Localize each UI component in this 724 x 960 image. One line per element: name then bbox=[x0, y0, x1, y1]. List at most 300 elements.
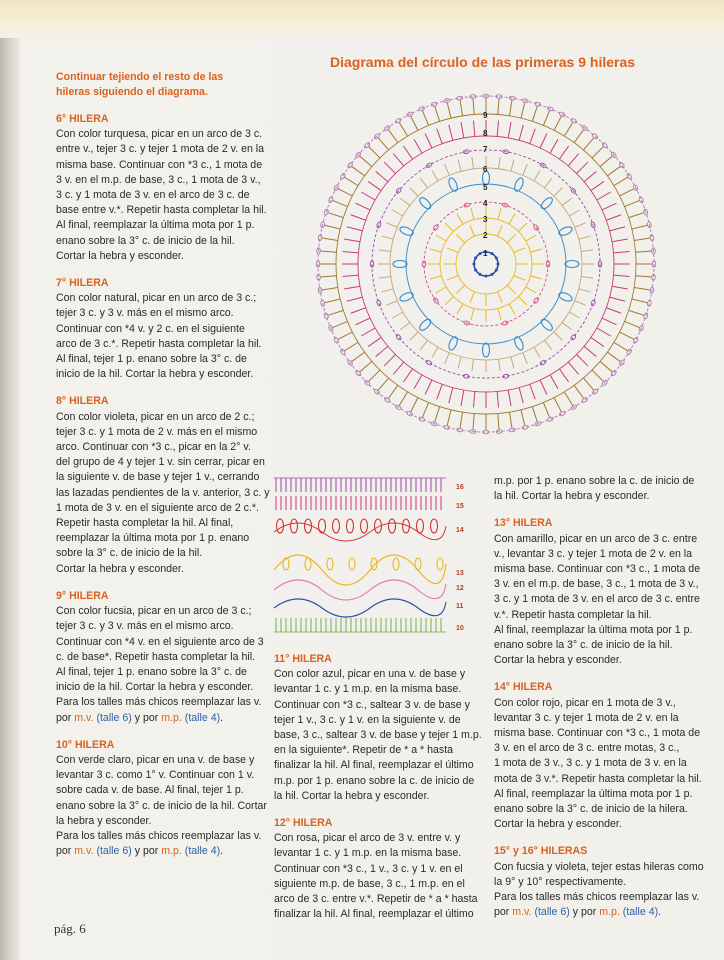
stitch-mark bbox=[321, 276, 337, 277]
stitch-mark bbox=[540, 380, 547, 395]
row14-cluster bbox=[431, 519, 438, 533]
stitch-mark bbox=[592, 147, 603, 158]
stitch-mark bbox=[614, 342, 628, 350]
stitch-mark bbox=[511, 357, 514, 369]
stitch-mark bbox=[420, 178, 427, 188]
stitch-mark bbox=[376, 171, 388, 181]
stitch-mark bbox=[497, 392, 498, 408]
stitch-mark bbox=[579, 289, 591, 292]
stitch-mark bbox=[382, 289, 394, 292]
row-13-text: Con amarillo, picar en un arco de 3 c. entre v., levantar 3 c. y tejer 1 mota de 2 v. en la misma base. Continuar con *3 c., 1 mota de 3 v. en el m.p. de base, 3 c., 1 mota de 3 v., 3 c. y 1 mota de 3 v. en el arco de 3 c. entre v.*. Repetir hasta completar la hil. Al final, reemplazar la última mota por 1 p. enano sobre la 3° c. de inicio de la hil. Cortar la hebra y esconder. bbox=[494, 532, 701, 667]
stitch-mark bbox=[614, 251, 630, 252]
stitch-mark bbox=[343, 251, 359, 252]
stitch-mark bbox=[447, 275, 458, 280]
stitch-dot bbox=[474, 269, 477, 272]
stitch-mark bbox=[360, 361, 372, 371]
stitch-mark bbox=[400, 322, 410, 329]
stitch-mark bbox=[526, 287, 536, 293]
stitch-mark bbox=[392, 312, 402, 318]
cluster-mark bbox=[558, 225, 574, 237]
stitch-mark bbox=[368, 337, 381, 346]
stitch-mark bbox=[437, 129, 442, 144]
left-column bbox=[56, 112, 296, 859]
circle-label-7: 7 bbox=[483, 145, 488, 154]
chain-mark bbox=[619, 162, 625, 169]
stitch-mark bbox=[333, 200, 348, 206]
stitch-mark bbox=[386, 223, 397, 228]
stitch-mark bbox=[519, 223, 527, 231]
chain-mark bbox=[540, 360, 547, 366]
stitch-mark bbox=[534, 347, 540, 357]
stitch-dot bbox=[495, 257, 498, 260]
stitch-mark bbox=[597, 328, 611, 336]
ring-2 bbox=[456, 234, 516, 294]
stitch-mark bbox=[422, 403, 428, 418]
stitch-mark bbox=[472, 359, 474, 371]
page-number: pág. 6 bbox=[54, 921, 86, 936]
stitch-mark bbox=[470, 225, 475, 236]
stitch-mark bbox=[606, 215, 621, 220]
stitch-mark bbox=[497, 225, 502, 236]
stitch-mark bbox=[445, 164, 450, 175]
chain-mark bbox=[340, 173, 346, 180]
stitch-mark bbox=[554, 332, 562, 340]
stitch-mark bbox=[471, 208, 474, 220]
chain-mark bbox=[559, 411, 566, 417]
stitch-mark bbox=[530, 276, 542, 279]
stitch-mark bbox=[414, 139, 422, 153]
row-label-14: 14 bbox=[456, 527, 464, 534]
stitch-mark bbox=[577, 162, 588, 173]
stitch-mark bbox=[322, 238, 338, 241]
stitch-mark bbox=[344, 286, 360, 289]
stitch-mark bbox=[458, 357, 461, 369]
stitch-mark bbox=[333, 321, 348, 327]
chain-mark bbox=[328, 196, 334, 203]
chain-mark bbox=[633, 337, 639, 344]
stitch-mark bbox=[457, 304, 463, 314]
stitch-mark bbox=[361, 328, 375, 336]
stitch-dot bbox=[473, 263, 476, 266]
stitch-mark bbox=[343, 275, 359, 276]
stitch-mark bbox=[449, 125, 453, 140]
stitch-mark bbox=[393, 362, 403, 374]
stitch-mark bbox=[425, 133, 432, 148]
stitch-mark bbox=[507, 234, 515, 242]
stitch-mark bbox=[471, 308, 474, 320]
stitch-mark bbox=[544, 178, 551, 188]
stitch-mark bbox=[425, 380, 432, 395]
chain-mark bbox=[395, 334, 402, 341]
stitch-mark bbox=[392, 210, 402, 216]
stitch-mark bbox=[368, 181, 381, 190]
chain-mark bbox=[533, 297, 539, 304]
right-column bbox=[494, 474, 709, 920]
stitch-mark bbox=[399, 392, 407, 406]
stitch-mark bbox=[369, 147, 380, 158]
stitch-dot bbox=[497, 263, 500, 266]
chain-mark bbox=[431, 102, 438, 107]
stitch-mark bbox=[543, 403, 549, 418]
stitch-mark bbox=[344, 239, 360, 242]
stitch-mark bbox=[499, 157, 501, 169]
chain-mark bbox=[647, 300, 652, 307]
row-14-text: Con color rojo, picar en 1 mota de 3 v., levantar 3 c. y tejer 1 mota de 2 v. en la misma base. Continuar con *3 c., 1 mota de 3 v. en el arco de 3 c. entre motas, 3 c., 1 mota de 3 v., 3 c. y 1 mota de 3 v. en la mota de 3 v.*. Repetir hasta completar la hil. Al final, reemplazar la última mota por 1 p. enano sobre la 3° c. de inicio de la hilera. Cortar la hebra y esconder. bbox=[494, 696, 702, 831]
stitch-mark bbox=[458, 160, 461, 172]
stitch-mark bbox=[436, 235, 446, 241]
stitch-mark bbox=[629, 310, 644, 315]
stitch-mark bbox=[360, 156, 372, 166]
stitch-mark bbox=[399, 122, 407, 136]
row13-cluster bbox=[305, 558, 311, 570]
stitch-mark bbox=[583, 138, 593, 150]
row14-cluster bbox=[417, 519, 424, 533]
stitch-mark bbox=[447, 410, 451, 426]
row-15-16-text: Con fucsia y violeta, tejer estas hileras como la 9° y 10° respectivamente. Para los talles más chicos reemplazar las v. por m.v. (talle 6) y por m.p. (talle 4). bbox=[494, 860, 709, 921]
stitch-mark bbox=[457, 214, 463, 224]
stitch-dot bbox=[495, 269, 498, 272]
stitch-mark bbox=[591, 337, 604, 346]
row-7-title: 7° HILERA bbox=[56, 277, 109, 290]
stitch-mark bbox=[456, 234, 464, 242]
stitch-mark bbox=[607, 166, 620, 175]
stitch-mark bbox=[338, 189, 352, 196]
stitch-mark bbox=[460, 412, 463, 428]
circle-label-9: 9 bbox=[483, 111, 488, 120]
stitch-mark bbox=[410, 332, 418, 340]
stitch-mark bbox=[461, 122, 464, 138]
stitch-mark bbox=[540, 133, 547, 148]
stitch-mark bbox=[526, 235, 536, 241]
row-6-title: 6° HILERA bbox=[56, 113, 109, 125]
stitch-mark bbox=[530, 384, 535, 399]
circle-label-1: 1 bbox=[483, 249, 488, 258]
stitch-mark bbox=[498, 99, 499, 115]
stitch-mark bbox=[472, 157, 474, 169]
chain-mark bbox=[347, 162, 353, 169]
cluster-mark bbox=[399, 291, 415, 303]
row14-cluster bbox=[333, 519, 340, 533]
stitch-mark bbox=[497, 292, 502, 303]
stitch-mark bbox=[393, 154, 403, 166]
stitch-mark bbox=[523, 353, 528, 364]
row14-cluster bbox=[277, 519, 284, 533]
top-band bbox=[0, 0, 724, 38]
row-14-title: 14° HILERA bbox=[494, 681, 553, 694]
ring-8 bbox=[358, 136, 614, 392]
circle-label-5: 5 bbox=[483, 183, 488, 192]
stitch-mark bbox=[610, 297, 625, 301]
stitch-mark bbox=[352, 166, 365, 175]
stitch-mark bbox=[338, 332, 352, 339]
stitch-mark bbox=[351, 308, 366, 313]
stitch-dot bbox=[479, 252, 482, 255]
stitch-mark bbox=[591, 181, 604, 190]
stitch-mark bbox=[559, 369, 568, 382]
row-label-12: 12 bbox=[456, 585, 464, 592]
row-label-11: 11 bbox=[456, 603, 464, 610]
cluster-mark bbox=[513, 177, 525, 193]
stitch-mark bbox=[378, 378, 388, 390]
row-10-text: Con verde claro, picar en una v. de base y levantar 3 c. como 1° v. Continuar con 1 v. sobre cada v. de base. Al final, tejer 1 p. enano sobre la 3° c. de inicio de la hil. Cortar la hebra y esconder. Para los talles más chicos reemplazar las v. por m.v. (talle 6) y por m.p. (talle 4). bbox=[56, 753, 296, 859]
row13-cluster bbox=[283, 558, 289, 570]
stitch-mark bbox=[351, 215, 366, 220]
size-note: por m.v. (talle 6) y por m.p. (talle 4). bbox=[56, 711, 224, 724]
stitch-mark bbox=[620, 189, 634, 196]
stitch-mark bbox=[532, 106, 537, 121]
row-label-16: 16 bbox=[456, 484, 464, 491]
stitch-mark bbox=[575, 301, 586, 306]
stitch-mark bbox=[602, 318, 617, 325]
stitch-mark bbox=[498, 308, 501, 320]
row-7-text: Con color natural, picar en un arco de 3 c.; tejer 3 c. y 3 v. más en el mismo arco. Continuar con *4 v. y 2 c. en el siguiente arco de 3 c.*. Repetir hasta completar la hil. Al final, tejer 1 p. enano sobre la 3° c. de inicio de la hil. Cortar la hebra y esconder. bbox=[56, 292, 262, 381]
cluster-mark bbox=[447, 177, 459, 193]
stitch-mark bbox=[352, 352, 365, 361]
cluster-mark bbox=[558, 291, 574, 303]
stitch-mark bbox=[530, 129, 535, 144]
chain-mark bbox=[535, 102, 542, 107]
stitch-mark bbox=[620, 332, 634, 339]
rows-diagram bbox=[268, 474, 448, 644]
intro-text: Continuar tejiendo el resto de las hileras siguiendo el diagrama. bbox=[56, 71, 224, 98]
chain-mark bbox=[443, 425, 450, 430]
stitch-mark bbox=[437, 384, 442, 399]
cluster-mark bbox=[483, 343, 490, 357]
stitch-mark bbox=[411, 116, 418, 130]
row12-chain bbox=[274, 580, 446, 600]
stitch-mark bbox=[625, 200, 640, 206]
stitch-mark bbox=[347, 227, 362, 231]
stitch-mark bbox=[629, 213, 644, 218]
chain-mark bbox=[376, 300, 381, 307]
stitch-mark bbox=[612, 239, 628, 242]
stitch-mark bbox=[583, 378, 593, 390]
stitch-mark bbox=[508, 390, 511, 406]
stitch-mark bbox=[632, 225, 648, 229]
stitch-mark bbox=[386, 301, 397, 306]
row-12-text: Con rosa, picar el arco de 3 v. entre v. y levantar 1 c. y 1 m.p. en la misma base. Continuar con *3 c., 1 v., 3 c. y 1 v. en el siguiente m.p. de base, 3 c., 1 m.p. en el arco de 3 c. entre v.*. Repetir de * a * hasta finalizar la hil. Al final, reemplazar el último bbox=[274, 832, 478, 921]
circle-diagram bbox=[308, 78, 668, 448]
stitch-mark bbox=[592, 370, 603, 381]
stitch-mark bbox=[388, 130, 397, 143]
stitch-mark bbox=[550, 375, 558, 389]
stitch-dot bbox=[491, 273, 494, 276]
stitch-mark bbox=[509, 100, 512, 116]
stitch-mark bbox=[554, 116, 561, 130]
circle-label-2: 2 bbox=[483, 231, 488, 240]
stitch-mark bbox=[581, 277, 593, 279]
stitch-mark bbox=[636, 251, 652, 252]
row-label-10: 10 bbox=[456, 625, 464, 632]
stitch-mark bbox=[473, 414, 474, 430]
stitch-mark bbox=[355, 318, 370, 325]
chain-mark bbox=[395, 118, 402, 124]
size-note: por m.v. (talle 6) y por m.p. (talle 4). bbox=[56, 845, 224, 858]
stitch-mark bbox=[544, 340, 551, 350]
row13-cluster bbox=[415, 558, 421, 570]
stitch-mark bbox=[470, 292, 475, 303]
stitch-mark bbox=[445, 223, 453, 231]
row14-cluster bbox=[389, 519, 396, 533]
stitch-mark bbox=[634, 287, 650, 290]
stitch-mark bbox=[344, 177, 358, 185]
row14-cluster bbox=[347, 519, 354, 533]
stitch-mark bbox=[523, 164, 528, 175]
cluster-mark bbox=[399, 225, 415, 237]
circle-label-4: 4 bbox=[483, 199, 488, 208]
stitch-dot bbox=[479, 273, 482, 276]
chain-mark bbox=[638, 196, 644, 203]
stitch-mark bbox=[369, 370, 380, 381]
row14-cluster bbox=[361, 519, 368, 533]
stitch-mark bbox=[569, 312, 579, 318]
stitch-mark bbox=[328, 310, 343, 315]
row14-cluster bbox=[291, 519, 298, 533]
row13-cluster bbox=[349, 558, 355, 570]
stitch-mark bbox=[514, 248, 525, 253]
stitch-mark bbox=[610, 227, 625, 231]
stitch-mark bbox=[473, 392, 474, 408]
stitch-mark bbox=[435, 106, 440, 121]
cluster-mark bbox=[539, 317, 554, 332]
stitch-mark bbox=[447, 248, 458, 253]
middle-column bbox=[274, 652, 484, 922]
stitch-mark bbox=[581, 250, 593, 252]
stitch-mark bbox=[325, 299, 341, 303]
stitch-mark bbox=[574, 130, 583, 143]
stitch-mark bbox=[400, 198, 410, 205]
chain-mark bbox=[418, 416, 425, 422]
circle-label-3: 3 bbox=[483, 215, 488, 224]
stitch-mark bbox=[508, 122, 511, 138]
stitch-mark bbox=[420, 340, 427, 350]
stitch-mark bbox=[600, 361, 612, 371]
stitch-mark bbox=[568, 154, 578, 166]
stitch-mark bbox=[511, 160, 514, 172]
stitch-mark bbox=[519, 125, 523, 140]
row-11-title: 11° HILERA bbox=[274, 653, 332, 665]
stitch-mark bbox=[575, 223, 586, 228]
stitch-mark bbox=[507, 285, 515, 293]
chain-mark bbox=[522, 425, 529, 430]
stitch-mark bbox=[569, 210, 579, 216]
row-15-16-title: 15° y 16° HILERAS bbox=[494, 845, 588, 858]
stitch-dot bbox=[485, 275, 488, 278]
chain-mark bbox=[333, 337, 339, 344]
stitch-mark bbox=[403, 146, 412, 159]
row13-cluster bbox=[393, 558, 399, 570]
row-8-title: 8° HILERA bbox=[56, 395, 109, 408]
stitch-mark bbox=[559, 146, 568, 159]
stitch-mark bbox=[554, 398, 561, 412]
stitch-mark bbox=[447, 103, 451, 119]
stitch-mark bbox=[355, 203, 370, 210]
stitch-mark bbox=[430, 276, 442, 279]
stitch-mark bbox=[521, 410, 525, 426]
row11-chain bbox=[274, 599, 446, 617]
cluster-mark bbox=[447, 336, 459, 352]
stitch-mark bbox=[530, 249, 542, 252]
stitch-dot bbox=[491, 252, 494, 255]
row-label-15: 15 bbox=[456, 503, 464, 510]
chain-mark bbox=[384, 397, 391, 403]
stitch-mark bbox=[378, 138, 388, 150]
stitch-mark bbox=[632, 299, 648, 303]
stitch-mark bbox=[574, 385, 583, 398]
stitch-mark bbox=[347, 297, 362, 301]
stitch-mark bbox=[634, 238, 650, 241]
stitch-mark bbox=[321, 251, 337, 252]
chain-mark bbox=[590, 300, 595, 307]
stitch-mark bbox=[411, 398, 418, 412]
row-11-text: Con color azul, picar en una v. de base y levantar 1 c. y 1 m.p. en la misma base. Continuar con *3 c., saltear 3 v. de base y tejer 1 v., 3 c. y 1 v. en la siguiente v. de base, 3 c., saltear 3 v. de base y tejer 1 m.p. en la siguiente*. Repetir de * a * hasta finalizar la hil. Al final, reemplazar el último m.p. por 1 p. enano sobre la c. de inicio de la hil. Cortar la hebra y esconder. bbox=[274, 668, 482, 802]
stitch-mark bbox=[414, 375, 422, 389]
stitch-mark bbox=[509, 412, 512, 428]
row-label-13: 13 bbox=[456, 570, 464, 577]
stitch-mark bbox=[498, 208, 501, 220]
row-9-title: 9° HILERA bbox=[56, 589, 109, 602]
stitch-mark bbox=[606, 308, 621, 313]
stitch-mark bbox=[432, 347, 438, 357]
ring-6 bbox=[390, 168, 582, 360]
row-13-title: 13° HILERA bbox=[494, 517, 553, 530]
row14-cluster bbox=[305, 519, 312, 533]
row-8-text: Con color violeta, picar en un arco de 2 c.; tejer 3 c. y 1 mota de 2 v. más en el mismo arco. Continuar con *3 c., picar en la 2° v. del grupo de 4 y tejer 1 v. sin cerrar, picar en la siguiente v. de base y tejer 1 v., cerrando las lazadas pendientes de la v. anterior, 3 c. y 1 mota de 3 v. en el siguiente arco de 2 c.*. Repetir hasta completar la hil. Al final, reemplazar la última mota por 1 p. enano sobre la 3° c. de inicio de la hil. Cortar la hebra y esconder. bbox=[56, 410, 270, 575]
stitch-mark bbox=[328, 213, 343, 218]
stitch-mark bbox=[519, 388, 523, 403]
size-note: por m.v. (talle 6) y por m.p. (talle 4). bbox=[494, 906, 662, 919]
stitch-mark bbox=[577, 355, 588, 366]
stitch-dot bbox=[474, 257, 477, 260]
stitch-mark bbox=[568, 362, 578, 374]
chain-mark bbox=[426, 360, 433, 366]
stitch-mark bbox=[584, 171, 596, 181]
stitch-mark bbox=[461, 390, 464, 406]
stitch-mark bbox=[532, 407, 537, 422]
stitch-mark bbox=[509, 214, 515, 224]
stitch-mark bbox=[382, 236, 394, 239]
stitch-mark bbox=[422, 111, 428, 126]
stitch-mark bbox=[430, 249, 442, 252]
circle-label-8: 8 bbox=[483, 129, 488, 138]
stitch-mark bbox=[579, 236, 591, 239]
page-spine bbox=[0, 0, 20, 960]
cluster-mark bbox=[393, 261, 407, 268]
cluster-mark bbox=[539, 196, 554, 211]
stitch-mark bbox=[519, 297, 527, 305]
stitch-mark bbox=[584, 346, 596, 356]
stitch-mark bbox=[361, 192, 375, 200]
stitch-mark bbox=[432, 170, 438, 180]
stitch-mark bbox=[384, 355, 395, 366]
stitch-mark bbox=[379, 277, 391, 279]
cluster-mark bbox=[418, 196, 433, 211]
stitch-mark bbox=[445, 353, 450, 364]
stitch-mark bbox=[509, 304, 515, 314]
stitch-mark bbox=[344, 342, 358, 350]
stitch-mark bbox=[497, 121, 498, 137]
stitch-mark bbox=[550, 139, 558, 153]
row13-cluster bbox=[437, 558, 443, 570]
stitch-mark bbox=[449, 388, 453, 403]
row14-cluster bbox=[319, 519, 326, 533]
stitch-mark bbox=[498, 414, 499, 430]
stitch-mark bbox=[403, 369, 412, 382]
diagram-title: Diagrama del círculo de las primeras 9 hileras bbox=[330, 54, 636, 70]
chain-mark bbox=[433, 224, 439, 231]
stitch-mark bbox=[614, 177, 628, 185]
row-9-text: Con color fucsia, picar en un arco de 3 c.; tejer 3 c. y 3 v. más en el mismo arco. Continuar con *4 v. en el siguiente arco de 3 c. de base*. Repetir hasta completar la hil. Al final, tejer 1 p. enano sobre la 3° c. de inicio de la hil. Cortar la hebra y esconder. Para los talles más chicos reemplazar las v. por m.v. (talle 6) y por m.p. (talle 4). bbox=[56, 604, 296, 726]
